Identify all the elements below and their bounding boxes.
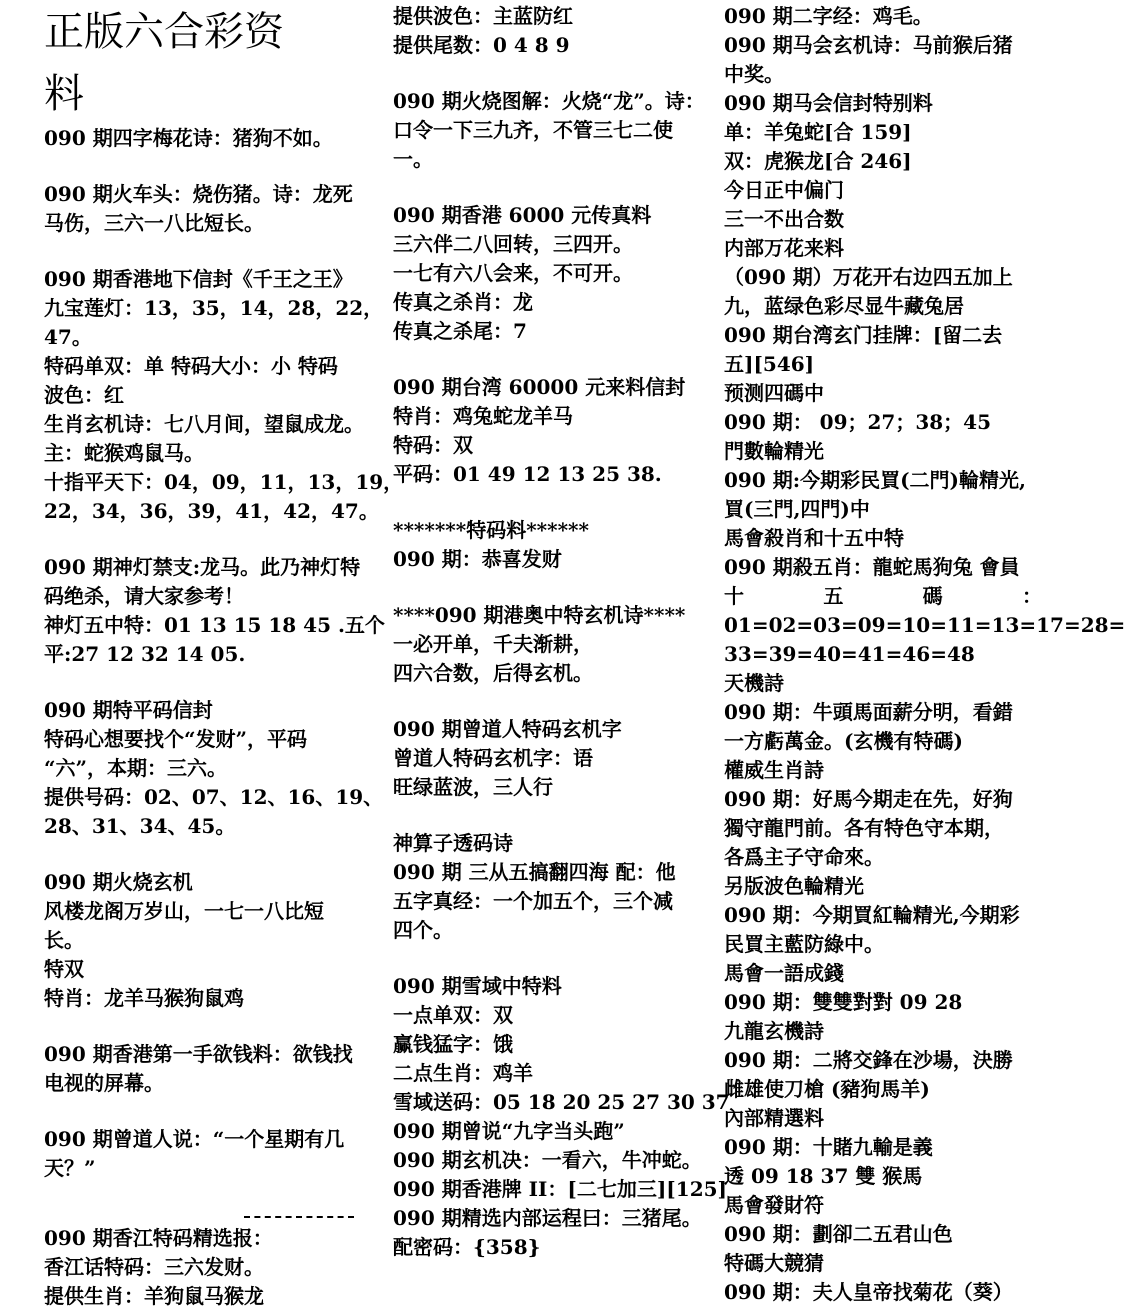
- text-line: 神灯五中特：01 13 15 18 45 .五个: [44, 613, 385, 637]
- text-line: 090 期香港地下信封《千王之王》: [44, 267, 353, 291]
- document-title-continued: 料: [44, 71, 84, 117]
- text-line: 090 期曾道人说：“一个星期有几: [44, 1127, 345, 1151]
- text-line: 三一不出合数: [724, 207, 844, 231]
- paragraph-gap: [44, 526, 382, 553]
- text-line: 090 期：牛頭馬面薪分明，看錯: [724, 700, 1013, 724]
- text-line: 090 期： 09；27；38；45: [724, 410, 992, 434]
- text-line: 二点生肖：鸡羊: [393, 1061, 533, 1085]
- text-line: 特肖：鸡兔蛇龙羊马: [393, 404, 573, 428]
- text-line: 双：虎猴龙[合 246]: [724, 149, 912, 173]
- text-line: 一必开单，千夫渐耕，: [393, 632, 593, 656]
- text-line: 特肖：龙羊马猴狗鼠鸡: [44, 986, 244, 1010]
- text-line: 090 期香港牌 II：[二七加三][125]: [393, 1177, 727, 1201]
- text-line: 四六合数，后得玄机。: [393, 661, 593, 685]
- text-line: 090 期：今期買紅輪精光,今期彩: [724, 903, 1020, 927]
- text-line: 090 期：雙雙對對 09 28: [724, 990, 963, 1014]
- spaced-char: 五: [823, 584, 844, 608]
- text-line: 090 期香港第一手欲钱料：欲钱找: [44, 1042, 353, 1066]
- column-left: [44, 4, 404, 1311]
- text-line: 透 09 18 37 雙 猴馬: [724, 1164, 923, 1188]
- text-line: 提供号码：02、07、12、16、19、: [44, 785, 384, 809]
- text-line: 090 期马会玄机诗：马前猴后猪: [724, 33, 1013, 57]
- text-line: 一七有六八会来，不可开。: [393, 261, 633, 285]
- text-line: 各爲主子守命來。: [724, 845, 884, 869]
- text-line: 090 期四字梅花诗：猪狗不如。: [44, 126, 333, 150]
- text-line: 雪域送码：05 18 20 25 27 30 37: [393, 1090, 730, 1114]
- text-line: 四个。: [393, 918, 453, 942]
- text-line: 090 期台湾 60000 元来料信封: [393, 375, 686, 399]
- spaced-char: ：: [1021, 584, 1042, 608]
- text-line: 090 期香江特码精选报：: [44, 1226, 273, 1250]
- paragraph-gap: [44, 841, 382, 868]
- text-line: 平码：01 49 12 13 25 38.: [393, 462, 662, 486]
- text-line: 090 期香港 6000 元传真料: [393, 203, 652, 227]
- text-line: 单：羊兔蛇[合 159]: [724, 120, 912, 144]
- text-line: 特码心想要找个“发财”，平码: [44, 727, 308, 751]
- text-line: 090 期雪域中特料: [393, 974, 562, 998]
- text-line: 五字真经：一个加五个，三个减: [393, 889, 673, 913]
- text-line: *******特码料******: [393, 518, 589, 542]
- text-line: 另版波色輪精光: [724, 874, 864, 898]
- text-line-spaced: [724, 582, 1042, 611]
- text-line: 生肖玄机诗：七八月间，望鼠成龙。: [44, 412, 364, 436]
- text-line: 47。: [44, 325, 92, 349]
- text-line: 特码单双：单 特码大小：小 特码: [44, 354, 338, 378]
- text-line: 预测四碼中: [724, 381, 824, 405]
- text-line: “六”，本期：三六。: [44, 756, 228, 780]
- paragraph-gap: [393, 174, 713, 201]
- text-line: 民買主藍防綠中。: [724, 932, 884, 956]
- text-line: 平:27 12 32 14 05.: [44, 642, 246, 666]
- spaced-char: 碼: [922, 584, 943, 608]
- text-line: 特码：双: [393, 433, 473, 457]
- text-line: 090 期火车头：烧伤猪。诗：龙死: [44, 182, 353, 206]
- text-line: 天？”: [44, 1156, 96, 1180]
- text-line: 波色：红: [44, 383, 124, 407]
- text-line: 090 期：劃卻二五君山色: [724, 1222, 953, 1246]
- text-line: 一。: [393, 147, 433, 171]
- text-line: 旺绿蓝波，三人行: [393, 775, 553, 799]
- text-line: ****090 期港奥中特玄机诗****: [393, 603, 686, 627]
- paragraph-gap: [44, 1098, 382, 1125]
- text-line: 九，蓝绿色彩尽显牛藏兔居: [724, 294, 964, 318]
- text-line: 090 期台湾玄门挂牌：[留二去: [724, 323, 1003, 347]
- text-line: 090 期：二將交鋒在沙場，決勝: [724, 1048, 1013, 1072]
- text-line: 长。: [44, 928, 84, 952]
- text-line: 提供波色：主蓝防红: [393, 4, 573, 28]
- text-line: 馬會發財符: [724, 1193, 824, 1217]
- text-line: 33=39=40=41=46=48: [724, 642, 975, 666]
- text-line: 码绝杀，请大家参考！: [44, 584, 244, 608]
- text-line: 赢钱猛字：饿: [393, 1032, 513, 1056]
- text-line: 今日正中偏门: [724, 178, 844, 202]
- text-line: 中奖。: [724, 62, 784, 86]
- column-left-lines: [44, 124, 404, 1311]
- text-line: 特双: [44, 957, 84, 981]
- paragraph-gap: [393, 346, 713, 373]
- text-line: 090 期曾说“九字当头跑”: [393, 1119, 625, 1143]
- text-line: 090 期：十賭九輸是義: [724, 1135, 933, 1159]
- text-line: 090 期曾道人特码玄机字: [393, 717, 622, 741]
- text-line: 天機詩: [724, 671, 784, 695]
- text-line: 三六伴二八回转，三四开。: [393, 232, 633, 256]
- text-line: 传真之杀肖：龙: [393, 290, 533, 314]
- text-line: 090 期火烧图解：火烧“龙”。诗：: [393, 89, 705, 113]
- paragraph-gap: [44, 153, 382, 180]
- text-line: 090 期 三从五搞翻四海 配：他: [393, 860, 676, 884]
- column-right-lines: [724, 2, 1125, 1307]
- dashed-separator: [44, 1210, 382, 1224]
- text-line: 配密码：{358}: [393, 1235, 541, 1259]
- text-line: 090 期精选内部运程曰：三猪尾。: [393, 1206, 702, 1230]
- text-line: 十指平天下：04，09，11，13，19，: [44, 470, 404, 494]
- text-line: 買(三門,四門)中: [724, 497, 870, 521]
- paragraph-gap: [44, 1013, 382, 1040]
- text-line: 090 期二字经：鸡毛。: [724, 4, 933, 28]
- text-line: 090 期玄机决：一看六，牛冲蛇。: [393, 1148, 702, 1172]
- text-line: 五][546]: [724, 352, 815, 376]
- paragraph-gap: [44, 1183, 382, 1210]
- text-line: 090 期:今期彩民買(二門)輪精光,: [724, 468, 1026, 492]
- text-line: 传真之杀尾：7: [393, 319, 527, 343]
- spaced-char: 十: [724, 584, 744, 608]
- text-line: 獨守龍門前。各有特色守本期，: [724, 816, 1004, 840]
- text-line: 提供生肖：羊狗鼠马猴龙: [44, 1284, 264, 1308]
- text-line: 一方虧萬金。(玄機有特碼): [724, 729, 963, 753]
- text-line: 090 期马会信封特别料: [724, 91, 933, 115]
- text-line: 马伤，三六一八比短长。: [44, 211, 264, 235]
- text-line: 門數輪精光: [724, 439, 824, 463]
- text-line: 特碼大競猜: [724, 1251, 824, 1275]
- paragraph-gap: [44, 669, 382, 696]
- text-line: 香江话特码：三六发财。: [44, 1255, 264, 1279]
- text-line: 馬會殺肖和十五中特: [724, 526, 904, 550]
- text-line: 神算子透码诗: [393, 831, 513, 855]
- text-line: 提供尾数：0 4 8 9: [393, 33, 570, 57]
- text-line: 内部万花来料: [724, 236, 844, 260]
- paragraph-gap: [393, 802, 713, 829]
- text-line: 01=02=03=09=10=11=13=17=28=: [724, 613, 1125, 637]
- column-right: [724, 2, 1125, 1307]
- text-line: 22，34，36，39，41，42，47。: [44, 499, 379, 523]
- paragraph-gap: [393, 60, 713, 87]
- text-line: 九宝莲灯：13，35，14，28，22，: [44, 296, 384, 320]
- text-line: 九龍玄機詩: [724, 1019, 824, 1043]
- text-line: 090 期火烧玄机: [44, 870, 193, 894]
- column-middle-lines: [393, 2, 730, 1262]
- text-line: 090 期神灯禁支:龙马。此乃神灯特: [44, 555, 361, 579]
- text-line: 090 期：恭喜发财: [393, 547, 562, 571]
- text-line: 內部精選料: [724, 1106, 824, 1130]
- text-line: 090 期：夫人皇帝找菊花（葵）: [724, 1280, 1013, 1304]
- text-line: 曾道人特码玄机字：语: [393, 746, 593, 770]
- paragraph-gap: [44, 238, 382, 265]
- text-line: 电视的屏幕。: [44, 1071, 164, 1095]
- text-line: 權威生肖詩: [724, 758, 824, 782]
- document-title: 正版六合彩资: [44, 9, 284, 55]
- text-line: 一点单双：双: [393, 1003, 513, 1027]
- paragraph-gap: [393, 574, 713, 601]
- paragraph-gap: [393, 688, 713, 715]
- text-line: 雌雄使刀槍 (豬狗馬羊): [724, 1077, 930, 1101]
- text-line: 馬會一語成錢: [724, 961, 844, 985]
- text-line: 28、31、34、45。: [44, 814, 236, 838]
- text-line: 090 期：好馬今期走在先，好狗: [724, 787, 1013, 811]
- text-line: 主：蛇猴鸡鼠马。: [44, 441, 204, 465]
- text-line: 口令一下三九齐，不管三七二使: [393, 118, 673, 142]
- text-line: 风楼龙阁万岁山，一七一八比短: [44, 899, 324, 923]
- column-middle: [393, 2, 730, 1262]
- text-line: 090 期特平码信封: [44, 698, 213, 722]
- text-line: 090 期殺五肖：龍蛇馬狗兔 會員: [724, 555, 1020, 579]
- paragraph-gap: [393, 945, 713, 972]
- paragraph-gap: [393, 489, 713, 516]
- text-line: （090 期）万花开右边四五加上: [724, 265, 1013, 289]
